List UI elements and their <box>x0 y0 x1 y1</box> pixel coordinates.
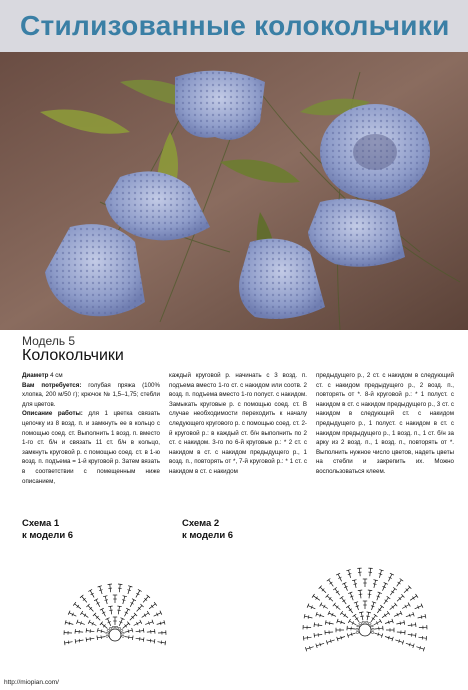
scheme-2-label: Схема 2 к модели 6 <box>182 518 234 541</box>
page-header <box>0 0 468 52</box>
instructions-column-2: каждый круговой р. начинать с 3 возд. п. подъема вместо 1-го ст. с накидом или соотв. 2 возд. п. подъема вместо 1-го полуст. с накидом. Замыкать круговые р. с помощью соед. ст. В случае необходимости переходить к началу следующего кругового р. с помощью соед. ст. 2-й круговой р.: в каждый ст. б/н выполнить по 2 ст. с накидом. 3-го по 6-й круговые р.: * 2 ст. с накидом в ст. с накидом предыдущего р., 1 возд. п., повторять от *, 7-й круговой р.: * 1 ст. с накидом в ст. с накидом <box>169 372 307 475</box>
pattern-title: Колокольчики <box>22 347 124 364</box>
materials-value: голубая пряжа (100% хлопка, 200 м/50 г); крючок № 1,5–1,75; стебли для цветов. <box>22 381 160 408</box>
materials-label: Вам потребуется: <box>22 381 82 389</box>
bellflower-photo <box>0 52 468 330</box>
instructions-column-3: предыдущего р., 2 ст. с накидом в следующий ст. с накидом предыдущего р., 2 возд. п., повторять от *. 8-й круговой р.: * 1 полуст. с накидом в ст. с накидом предыдущего р., 3 ст. с накидом в следующий ст. с накидом предыдущего р., 1 полуст. с накидом в ст. с накидом предыдущего р., 1 возд. п., 1 ст. б/н за арку из 2 возд. п., 1 возд. п., повторять от *. Выполнить нужное число цветов, надеть цветы на стебли и закрепить их. Можно воспользоваться клеем. <box>316 372 454 475</box>
description-text: для 1 цветка связать цепочку из 8 возд. п. и замкнуть ее в кольцо с помощью соед. ст. Выполнить 1 возд. п. вместо 1-го ст. б/н и связать 11 ст. б/н в кольцо, замкнуть круговой р. с помощью соед. ст. в 1-ю возд. п. подъема = 1-й круговой р. Затем вязать в соответствии с помещенным ниже описанием, <box>22 410 160 485</box>
scheme-2-diagram <box>235 510 465 690</box>
instructions-column-1 <box>22 371 160 486</box>
diameter-label: Диаметр <box>22 372 49 379</box>
scheme-1-label: Схема 1 к модели 6 <box>22 518 74 541</box>
page-title: Стилизованные колокольчики <box>20 10 450 41</box>
model-label: Модель 5 <box>22 334 76 348</box>
source-credit: http://miopian.com/ <box>4 679 59 686</box>
diameter-value: 4 см <box>48 372 63 379</box>
scheme-1-diagram <box>15 535 215 680</box>
description-label: Описание работы: <box>22 410 83 418</box>
